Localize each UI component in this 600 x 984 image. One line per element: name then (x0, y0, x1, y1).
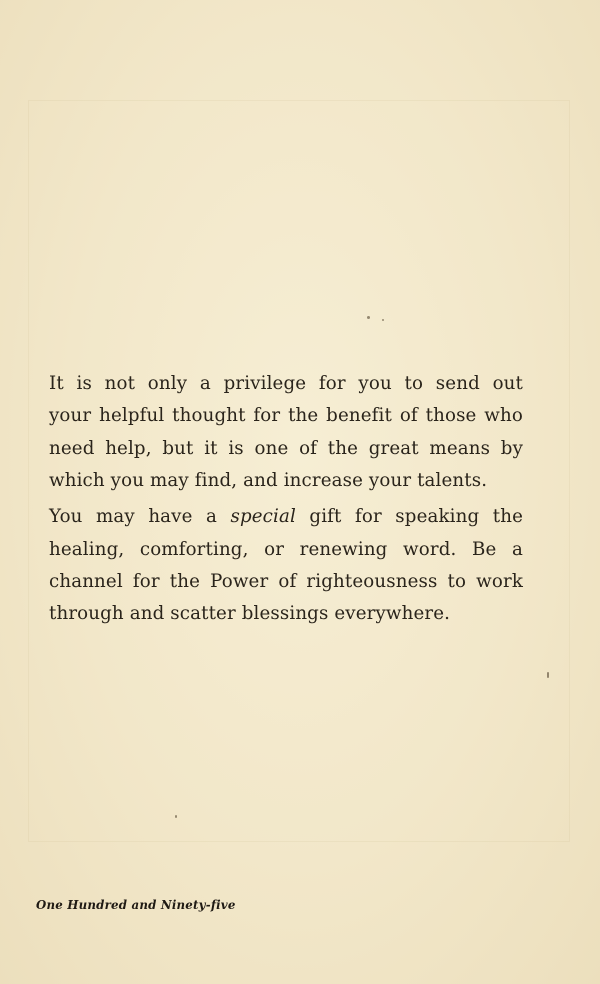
page-number-label: One Hundred and Ninety-five (36, 898, 236, 912)
text-line: channel for the Power of righteousness to work (49, 570, 523, 592)
ink-speck (175, 815, 177, 818)
text-line: through and scatter blessings everywhere. (49, 603, 451, 625)
text-segment: gift for speaking the (295, 506, 523, 528)
text-line: healing, comforting, or renewing word. Be a (49, 538, 523, 560)
paragraph-1 (49, 368, 523, 498)
text-line: need help, but it is one of the great means by (49, 437, 523, 459)
text-line: your helpful thought for the benefit of those who (49, 405, 523, 427)
text-line: which you may find, and increase your talents. (49, 470, 488, 492)
body-text (49, 368, 523, 634)
text-line: It is not only a privilege for you to send out (49, 373, 523, 394)
ink-speck (382, 319, 384, 321)
text-segment: You may have a (49, 506, 231, 528)
paragraph-2 (49, 501, 523, 631)
text-line-with-emphasis (49, 501, 523, 533)
ink-speck (547, 672, 549, 678)
ink-speck (367, 316, 370, 319)
emphasis-word: special (230, 506, 296, 528)
